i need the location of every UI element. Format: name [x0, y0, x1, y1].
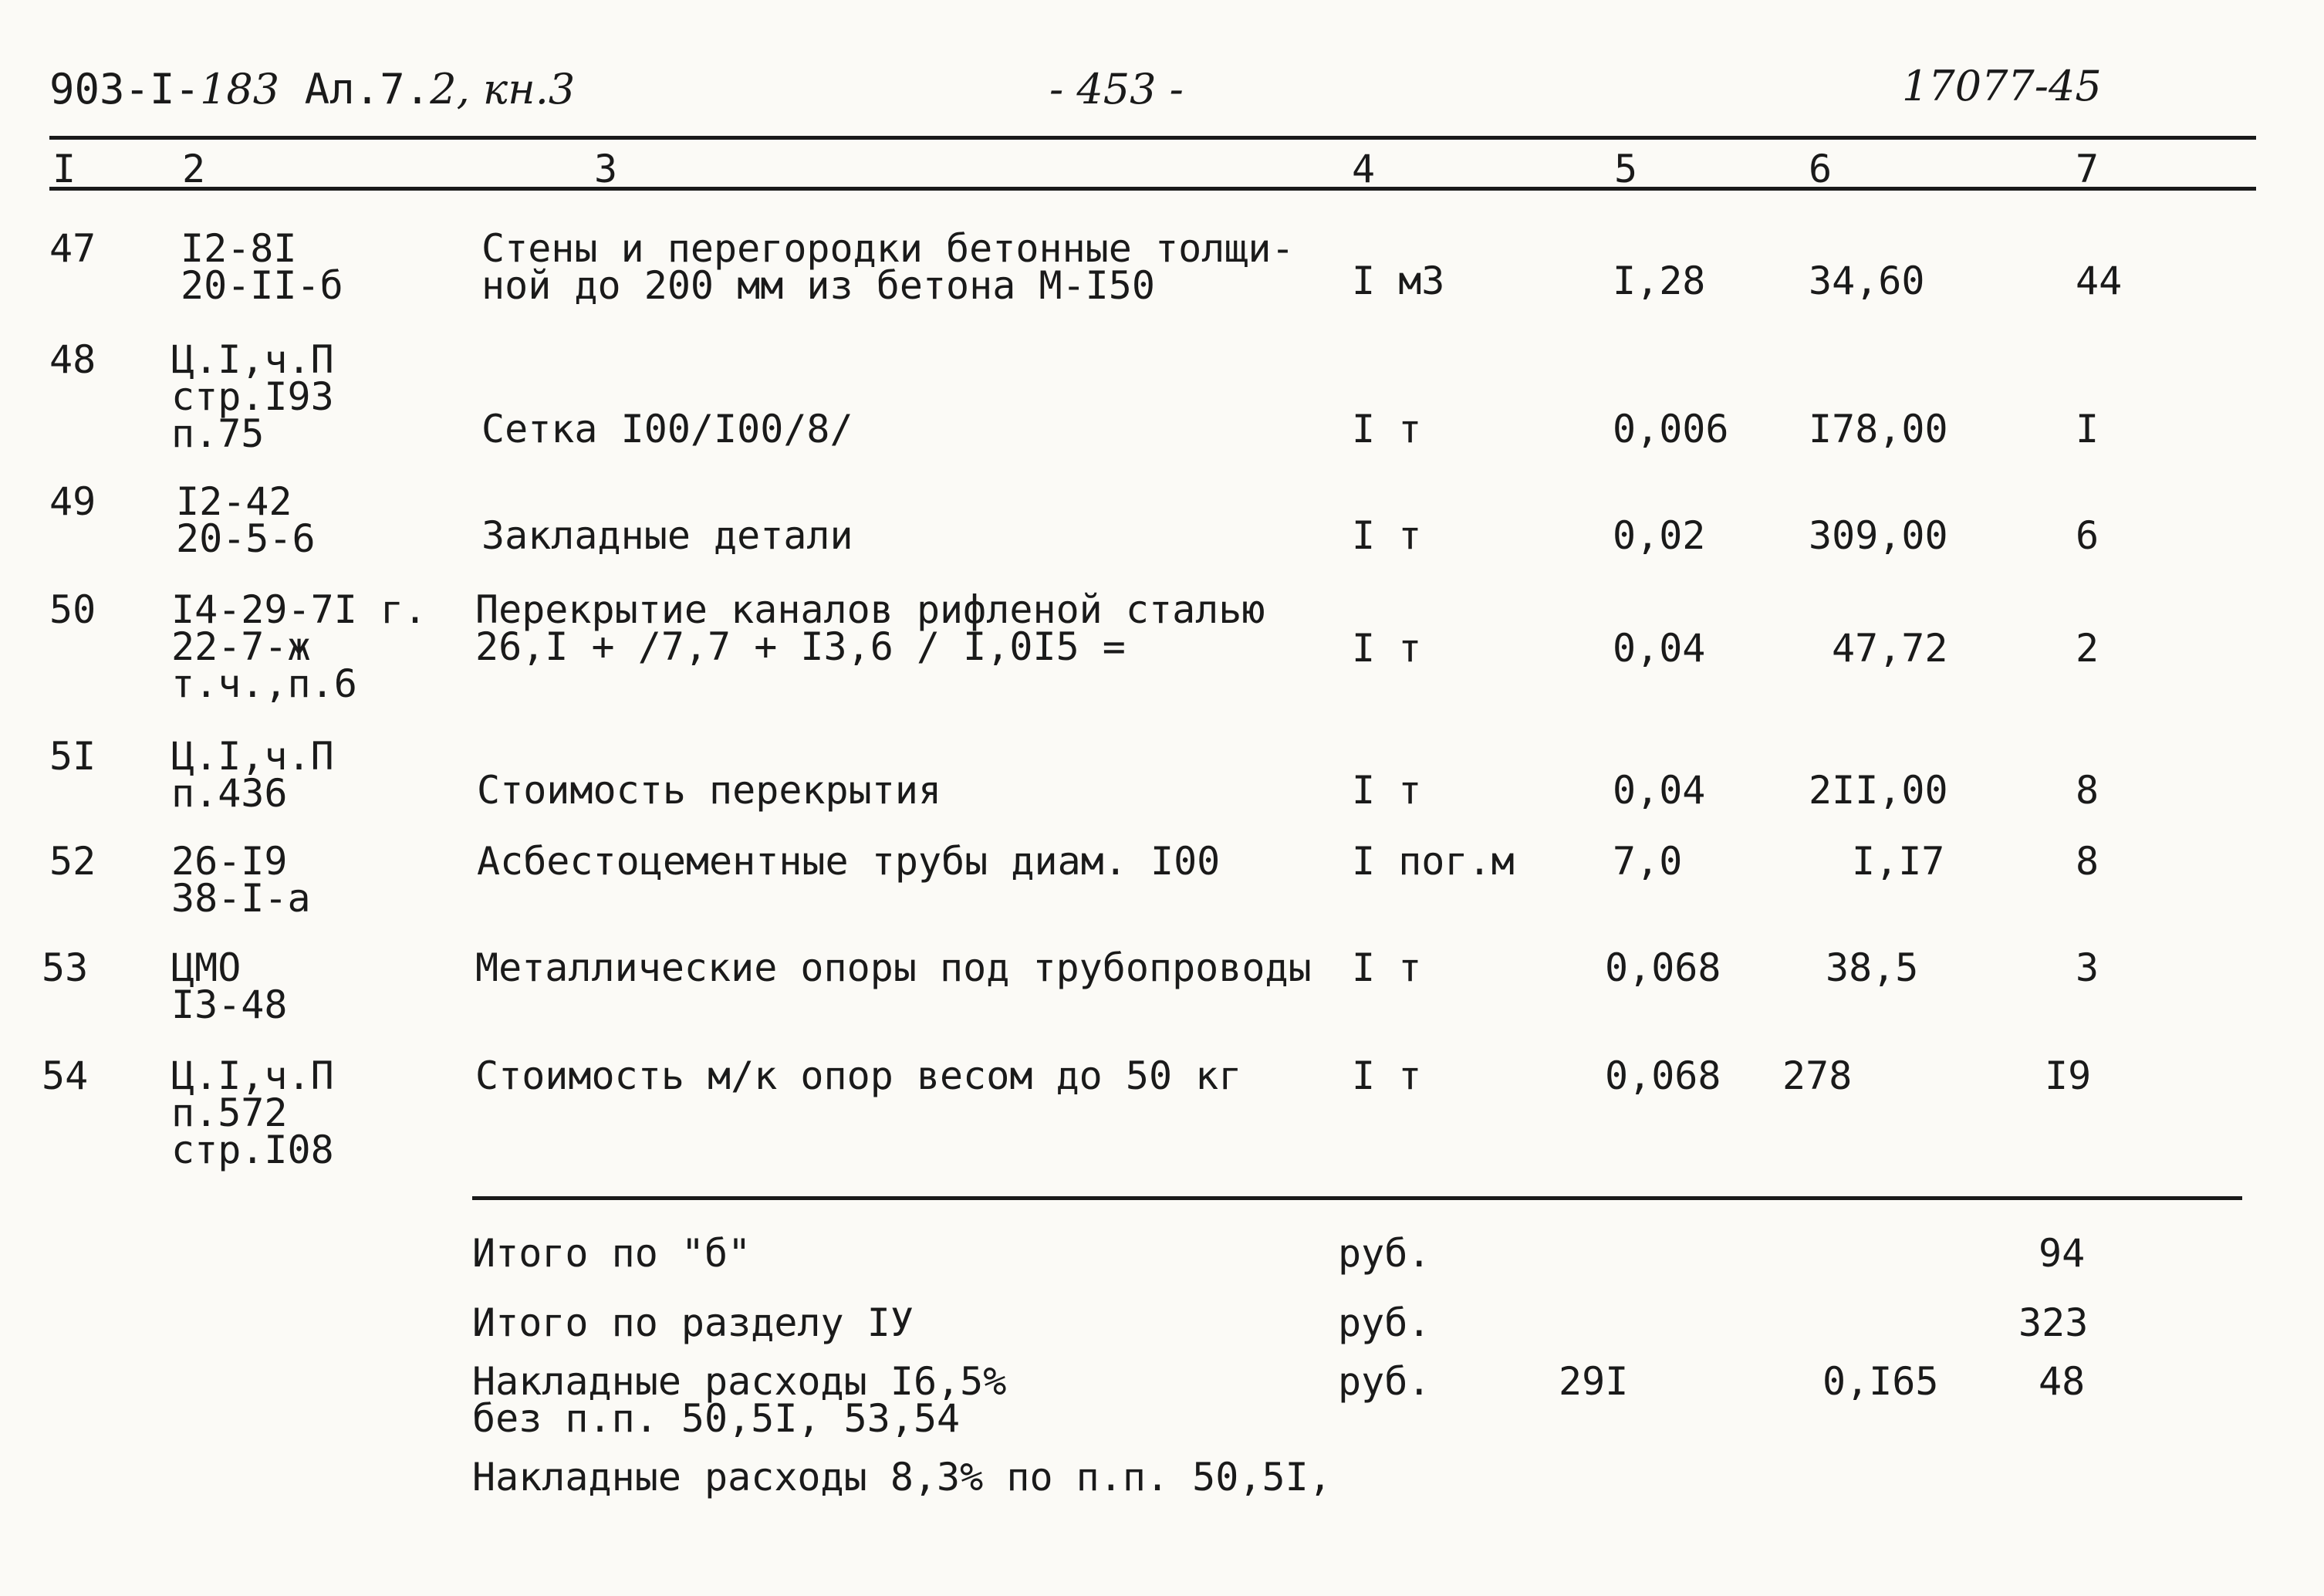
- row-num: 53: [42, 945, 89, 990]
- row-unit: I т: [1352, 768, 1422, 813]
- row-total: I: [2076, 407, 2099, 451]
- row-qty: 0,068: [1605, 945, 1721, 990]
- row-desc: Стоимость м/к опор весом до 50 кг: [475, 1053, 1242, 1098]
- row-price: I78,00: [1809, 407, 1948, 451]
- row-price: 2II,00: [1809, 768, 1948, 813]
- row-ref: 26-I9 38-I-а: [171, 839, 311, 921]
- doc-code-handwritten: 183: [200, 65, 280, 113]
- row-num: 5I: [49, 734, 96, 779]
- row-total: 8: [2076, 768, 2099, 813]
- row-price: 278: [1782, 1053, 1853, 1098]
- page-number: - 453 -: [1049, 65, 1184, 113]
- row-num: 54: [42, 1053, 89, 1098]
- totals-total: 94: [2039, 1231, 2086, 1276]
- row-total: 6: [2076, 513, 2099, 558]
- row-num: 52: [49, 839, 96, 884]
- totals-total: 48: [2039, 1359, 2086, 1404]
- totals-label: Итого по разделу IУ: [472, 1300, 914, 1345]
- row-price: 34,60: [1809, 259, 1925, 303]
- row-desc: Асбестоцементные трубы диам. I00: [477, 839, 1221, 884]
- row-price: 38,5: [1826, 945, 1919, 990]
- totals-rule: [472, 1196, 2242, 1200]
- col-header-6: 6: [1809, 147, 1833, 191]
- row-unit: I пог.м: [1352, 839, 1515, 884]
- totals-total: 323: [2018, 1300, 2089, 1345]
- doc-code-mid: Ал.7.: [279, 65, 431, 113]
- row-total: 3: [2076, 945, 2099, 990]
- row-price: 309,00: [1809, 513, 1948, 558]
- row-num: 49: [49, 479, 96, 524]
- row-unit: I т: [1352, 1053, 1422, 1098]
- row-qty: 0,068: [1605, 1053, 1721, 1098]
- row-qty: 0,006: [1613, 407, 1729, 451]
- row-qty: 7,0: [1613, 839, 1683, 884]
- row-qty: 0,02: [1613, 513, 1706, 558]
- totals-unit: руб.: [1338, 1231, 1431, 1276]
- col-header-5: 5: [1614, 147, 1638, 191]
- row-total: I9: [2045, 1053, 2092, 1098]
- row-unit: I т: [1352, 513, 1422, 558]
- row-ref: I2-42 20-5-6: [176, 479, 316, 561]
- row-ref: I4-29-7I г. 22-7-ж т.ч.,п.6: [171, 587, 427, 706]
- row-desc: Сетка I00/I00/8/: [481, 407, 853, 451]
- row-total: 8: [2076, 839, 2099, 884]
- totals-label: Накладные расходы I6,5% без п.п. 50,5I, 53,54: [472, 1359, 1007, 1441]
- archive-number: 17077-45: [1902, 62, 2102, 110]
- row-ref: Ц.I,ч.П стр.I93 п.75: [171, 337, 334, 456]
- totals-price: 0,I65: [1822, 1359, 1939, 1404]
- row-desc: Перекрытие каналов рифленой сталью 26,I + /7,7 + I3,6 / I,0I5 =: [475, 587, 1265, 669]
- row-unit: I т: [1352, 626, 1422, 671]
- doc-code: [49, 65, 575, 113]
- col-header-7: 7: [2076, 147, 2099, 191]
- doc-code-handwritten-2: 2, кн.3: [430, 65, 576, 113]
- totals-unit: руб.: [1338, 1359, 1431, 1404]
- col-header-4: 4: [1352, 147, 1376, 191]
- row-price: 47,72: [1832, 626, 1948, 671]
- row-num: 47: [49, 226, 96, 271]
- row-ref: ЦМО I3-48: [171, 945, 288, 1027]
- row-desc: Стоимость перекрытия: [477, 768, 942, 813]
- row-ref: Ц.I,ч.П п.572 стр.I08: [171, 1053, 334, 1172]
- totals-label: Накладные расходы 8,3% по п.п. 50,5I,: [472, 1455, 1332, 1500]
- row-qty: 0,04: [1613, 768, 1706, 813]
- row-desc: Металлические опоры под трубопроводы: [475, 945, 1312, 990]
- row-unit: I т: [1352, 407, 1422, 451]
- row-ref: I2-8I 20-II-б: [181, 226, 343, 308]
- row-num: 48: [49, 337, 96, 382]
- totals-qty: 29I: [1559, 1359, 1629, 1404]
- row-total: 44: [2076, 259, 2123, 303]
- row-desc: Закладные детали: [481, 513, 853, 558]
- totals-label: Итого по "б": [472, 1231, 752, 1276]
- col-header-1: I: [52, 147, 76, 191]
- col-header-3: 3: [594, 147, 618, 191]
- row-num: 50: [49, 587, 96, 632]
- col-header-2: 2: [182, 147, 206, 191]
- top-rule: [49, 136, 2256, 140]
- row-unit: I т: [1352, 945, 1422, 990]
- row-total: 2: [2076, 626, 2099, 671]
- header-rule: [49, 187, 2256, 191]
- totals-unit: руб.: [1338, 1300, 1431, 1345]
- row-price: I,I7: [1852, 839, 1945, 884]
- doc-code-prefix: 903-I-: [49, 65, 201, 113]
- row-qty: I,28: [1613, 259, 1706, 303]
- row-desc: Стены и перегородки бетонные толщи- ной до 200 мм из бетона М-I50: [481, 226, 1295, 308]
- row-unit: I м3: [1352, 259, 1445, 303]
- row-ref: Ц.I,ч.П п.436: [171, 734, 334, 816]
- row-qty: 0,04: [1613, 626, 1706, 671]
